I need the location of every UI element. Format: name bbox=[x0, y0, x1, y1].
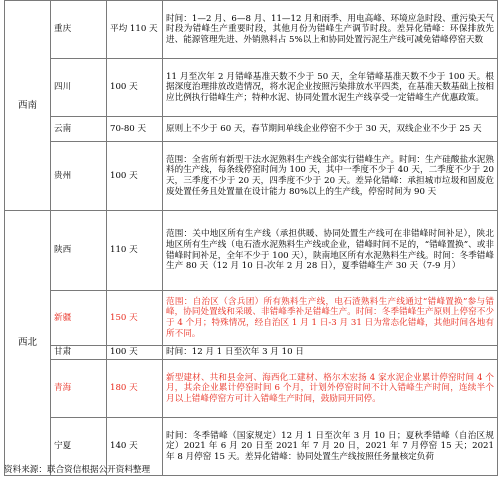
table-row bbox=[5, 211, 498, 291]
table-row bbox=[5, 346, 498, 360]
description-cell: 11 月至次年 2 月错峰基准天数不少于 50 天，全年错峰基准天数不少于 100 天。根据深度治理排放改造情况，将水泥企业按照污染排放水平四类，在基准天数基础上按相应比例执行错峰生产；特种水泥、协同处置水泥生产线享受一定错峰生产优惠政策。 bbox=[163, 59, 498, 117]
table-row bbox=[5, 291, 498, 346]
province-cell: 云南 bbox=[51, 117, 107, 142]
region-southwest: 西南 bbox=[5, 1, 51, 211]
description-cell: 范围：全省所有新型干法水泥熟料生产线全部实行错峰生产。时间：生产硅酸盐水泥熟料的生产线，每条线停窑时间为 100 天，其中一季度不少于 40 天，二季度不少于 20 天，三季度不少于 20 天，四季度不少于 20 天。差异化错峰：承担城市垃圾和固废危废处置任务且处置量在设计能力 80%以上的生产线，停窑时间为 90 天 bbox=[163, 142, 498, 211]
peak-shifting-table bbox=[4, 0, 498, 476]
province-cell: 宁夏 bbox=[51, 418, 107, 476]
province-cell: 陕西 bbox=[51, 211, 107, 291]
table-row bbox=[5, 59, 498, 117]
days-cell: 140 天 bbox=[107, 418, 163, 476]
province-cell: 贵州 bbox=[51, 142, 107, 211]
days-cell: 平均 110 天 bbox=[107, 1, 163, 59]
days-cell: 150 天 bbox=[107, 291, 163, 346]
province-cell: 重庆 bbox=[51, 1, 107, 59]
days-cell: 100 天 bbox=[107, 142, 163, 211]
description-cell: 时间：1—2 月、6—8 月、11—12 月和雨季、用电高峰、环境应急时段、重污染天气时段为错峰生产重要时段，其他月份为错峰生产调节时段。差异化错峰：环保排放先进、能源管理先进、外销熟料占 5%以上和协同处置污泥生产线可减免错峰停窑天数 bbox=[163, 1, 498, 59]
days-cell: 180 天 bbox=[107, 360, 163, 418]
source-note: 资料来源：联合资信根据公开资料整理 bbox=[4, 465, 151, 475]
province-cell: 青海 bbox=[51, 360, 107, 418]
table-row bbox=[5, 360, 498, 418]
table-row bbox=[5, 1, 498, 59]
days-cell: 100 天 bbox=[107, 346, 163, 360]
days-cell: 70-80 天 bbox=[107, 117, 163, 142]
table-row bbox=[5, 142, 498, 211]
region-northwest: 西北 bbox=[5, 211, 51, 476]
description-cell: 新型建材、共和县金河、海西化工建材、格尔木宏扬 4 家水泥企业累计停窑时间 4 个月，其余企业累计停窑时间 6 个月，计划外停窑时间不计入错峰生产时间，连续半个月以上错峰停窑方可计入错峰生产时间，鼓励同开同停。 bbox=[163, 360, 498, 418]
description-cell: 原则上不少于 60 天，春节期间单线企业停窑不少于 30 天，双线企业不少于 25 天 bbox=[163, 117, 498, 142]
days-cell: 100 天 bbox=[107, 59, 163, 117]
province-cell: 甘肃 bbox=[51, 346, 107, 360]
days-cell: 110 天 bbox=[107, 211, 163, 291]
province-cell: 新疆 bbox=[51, 291, 107, 346]
description-cell: 范围：自治区（含兵团）所有熟料生产线，电石渣熟料生产线通过“错峰置换”参与错峰，协同处置线和采暖、非错峰季补足错峰生产。时间：冬季错峰生产原则上停窑不少于 4 个月；特殊情况，经自治区 1 月 1 日-3 月 31 日为常态化错峰，其他时间各地有所不同。 bbox=[163, 291, 498, 346]
table-row bbox=[5, 117, 498, 142]
description-cell: 时间：12 月 1 日至次年 3 月 10 日 bbox=[163, 346, 498, 360]
province-cell: 四川 bbox=[51, 59, 107, 117]
description-cell: 时间：冬季错峰（国家规定）12 月 1 日至次年 3 月 10 日；夏秋季错峰（自治区规定）2021 年 6 月 20 日至 2021 年 7 月 20 日，2021 年 7 月停窑 15 天；2021 年 8 月停窑 15 天。差异化错峰：协同处置生产线按照任务量核定负荷 bbox=[163, 418, 498, 476]
description-cell: 范围：关中地区所有生产线（承担供暖、协同处置生产线可在非错峰时间补足），陕北地区所有生产线（电石渣水泥熟料生产线或企业，错峰时间不足的，“错峰置换”、或非错峰时间补足，全年不少于 100 天），陕南地区所有水泥熟料生产线。时间：冬季错峰生产 80 天（12 月 10 日-次年 2 月 28 日），夏季错峰生产 30 天（7-9 月） bbox=[163, 211, 498, 291]
